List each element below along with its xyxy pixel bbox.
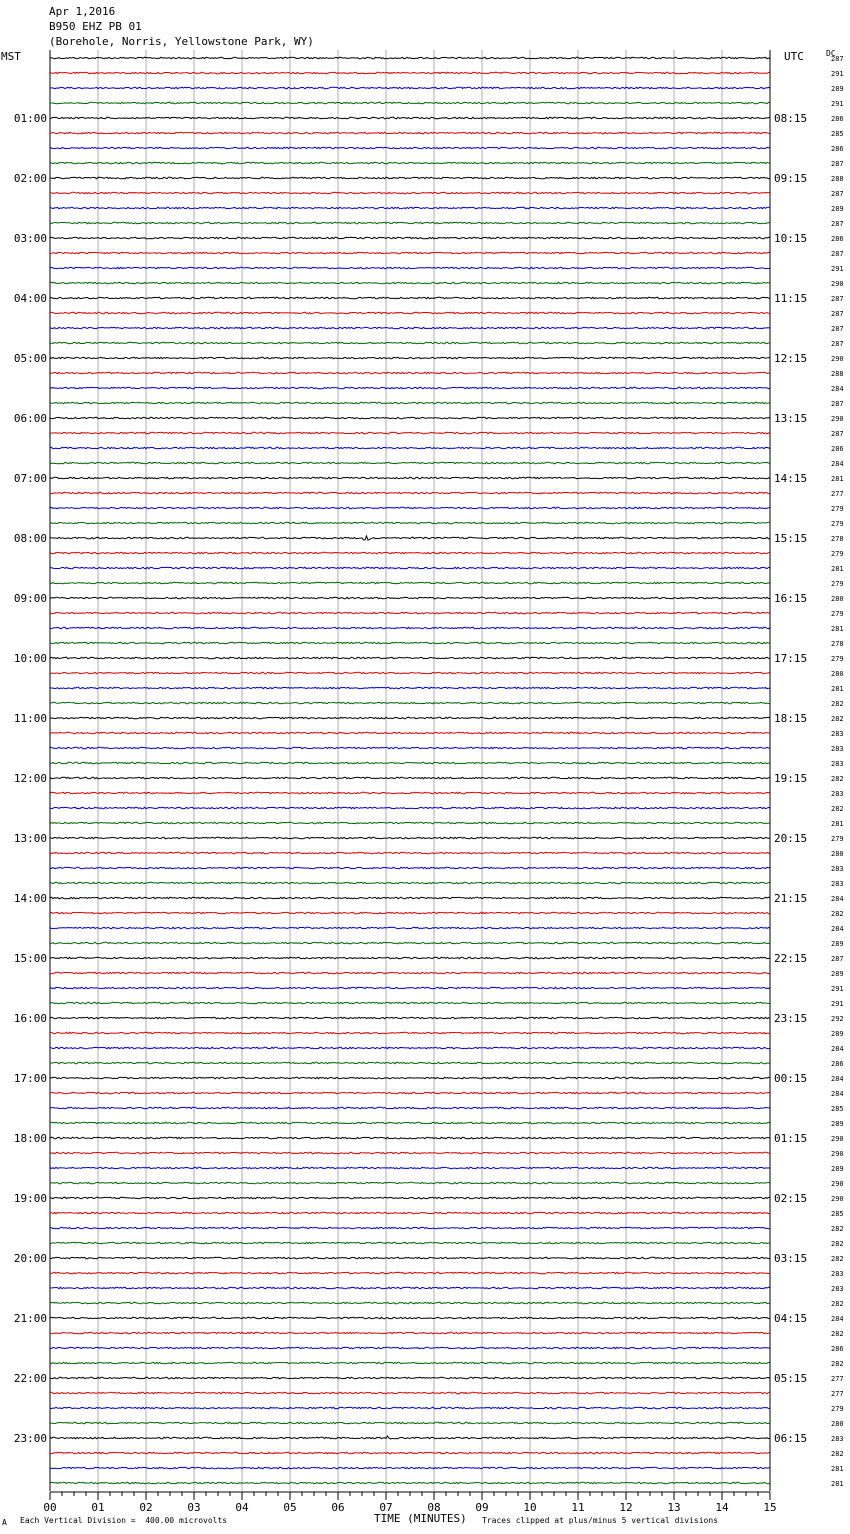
seismic-trace (50, 402, 770, 404)
dc-offset-value: 290 (831, 355, 844, 363)
dc-offset-value: 282 (831, 1240, 844, 1248)
dc-offset-value: 284 (831, 925, 844, 933)
left-hour-label: 08:00 (13, 532, 47, 545)
dc-offset-value: 281 (831, 1480, 844, 1488)
right-hour-label: 08:15 (774, 112, 808, 125)
right-hour-label: 14:15 (774, 472, 808, 485)
left-hour-label: 05:00 (13, 352, 47, 365)
seismic-trace (50, 942, 770, 944)
date-label: Apr 1,2016 (49, 5, 116, 18)
right-hour-label: 11:15 (774, 292, 808, 305)
seismic-trace (50, 522, 770, 524)
dc-offset-value: 287 (831, 325, 844, 333)
dc-offset-value: 290 (831, 1180, 844, 1188)
right-hour-label: 23:15 (774, 1012, 808, 1025)
dc-offset-value: 286 (831, 1060, 844, 1068)
seismic-trace (50, 852, 770, 854)
seismic-trace (50, 672, 770, 674)
seismic-trace (50, 627, 770, 629)
dc-offset-value: 291 (831, 1000, 844, 1008)
dc-offset-value: 284 (831, 385, 844, 393)
dc-offset-value: 281 (831, 820, 844, 828)
right-hour-label: 16:15 (774, 592, 808, 605)
clip-note: Traces clipped at plus/minus 5 vertical divisions (482, 1516, 719, 1525)
seismic-trace (50, 1407, 770, 1409)
seismic-trace (50, 1197, 770, 1199)
seismic-trace (50, 792, 770, 794)
right-hour-label: 19:15 (774, 772, 808, 785)
dc-offset-value: 287 (831, 220, 844, 228)
dc-offset-value: 277 (831, 490, 844, 498)
right-hour-label: 13:15 (774, 412, 808, 425)
dc-offset-value: 287 (831, 190, 844, 198)
seismic-trace (50, 1092, 770, 1094)
seismic-trace (50, 72, 770, 74)
seismic-trace (50, 732, 770, 734)
left-hour-label: 19:00 (13, 1192, 47, 1205)
dc-offset-value: 280 (831, 595, 844, 603)
left-hour-label: 11:00 (13, 712, 47, 725)
dc-offset-value: 287 (831, 310, 844, 318)
dc-offset-value: 280 (831, 670, 844, 678)
seismic-trace (50, 687, 770, 689)
seismic-trace (50, 417, 770, 419)
dc-offset-value: 285 (831, 1105, 844, 1113)
seismic-trace (50, 1032, 770, 1034)
seismic-trace (50, 462, 770, 464)
left-timezone-label: MST (1, 50, 21, 63)
seismic-trace (50, 327, 770, 329)
x-tick-label: 14 (715, 1501, 729, 1514)
right-hour-label: 12:15 (774, 352, 808, 365)
dc-offset-value: 284 (831, 1045, 844, 1053)
dc-offset-value: 282 (831, 775, 844, 783)
dc-offset-value: 283 (831, 790, 844, 798)
dc-offset-value: 289 (831, 1030, 844, 1038)
dc-offset-value: 287 (831, 160, 844, 168)
dc-offset-value: 287 (831, 340, 844, 348)
dc-offset-value: 282 (831, 1255, 844, 1263)
left-hour-label: 10:00 (13, 652, 47, 665)
dc-offset-value: 279 (831, 835, 844, 843)
dc-offset-value: 279 (831, 505, 844, 513)
left-hour-label: 04:00 (13, 292, 47, 305)
dc-offset-value: 287 (831, 295, 844, 303)
dc-offset-value: 281 (831, 565, 844, 573)
seismic-trace (50, 1122, 770, 1124)
seismic-trace (50, 1047, 770, 1049)
dc-offset-value: 283 (831, 865, 844, 873)
dc-offset-value: 291 (831, 70, 844, 78)
dc-offset-value: 289 (831, 970, 844, 978)
dc-offset-value: 281 (831, 685, 844, 693)
seismic-trace (50, 1422, 770, 1424)
left-hour-label: 09:00 (13, 592, 47, 605)
dc-offset-value: 287 (831, 430, 844, 438)
x-tick-label: 15 (763, 1501, 777, 1514)
dc-offset-value: 282 (831, 700, 844, 708)
seismic-trace (50, 357, 770, 359)
seismic-trace (50, 477, 770, 479)
seismic-trace (50, 897, 770, 899)
right-hour-label: 09:15 (774, 172, 808, 185)
right-hour-label: 21:15 (774, 892, 808, 905)
x-tick-label: 13 (667, 1501, 681, 1514)
seismic-trace (50, 1257, 770, 1259)
seismic-trace (50, 1227, 770, 1229)
seismic-trace (50, 207, 770, 209)
seismic-trace (50, 1377, 770, 1379)
seismic-trace (50, 927, 770, 929)
x-tick-label: 02 (139, 1501, 153, 1514)
x-tick-label: 07 (379, 1501, 393, 1514)
seismic-trace (50, 1002, 770, 1004)
dc-offset-value: 279 (831, 550, 844, 558)
left-hour-label: 20:00 (13, 1252, 47, 1265)
dc-offset-value: 287 (831, 955, 844, 963)
x-tick-label: 03 (187, 1501, 201, 1514)
right-hour-label: 03:15 (774, 1252, 808, 1265)
dc-offset-value: 284 (831, 1090, 844, 1098)
seismic-trace (50, 972, 770, 974)
dc-offset-value: 279 (831, 520, 844, 528)
seismic-trace (50, 162, 770, 164)
seismic-trace (50, 102, 770, 104)
left-hour-label: 07:00 (13, 472, 47, 485)
seismic-trace (50, 867, 770, 869)
dc-offset-value: 286 (831, 145, 844, 153)
seismic-trace (50, 1452, 770, 1454)
dc-offset-value: 281 (831, 625, 844, 633)
location-label: (Borehole, Norris, Yellowstone Park, WY) (49, 35, 314, 48)
dc-offset-value: 279 (831, 655, 844, 663)
seismic-trace (50, 57, 770, 59)
right-hour-label: 18:15 (774, 712, 808, 725)
dc-offset-value: 291 (831, 265, 844, 273)
dc-offset-value: 286 (831, 445, 844, 453)
seismic-trace (50, 1482, 770, 1484)
dc-offset-value: 285 (831, 130, 844, 138)
time-axis (43, 1492, 776, 1514)
x-tick-label: 06 (331, 1501, 345, 1514)
seismic-trace (50, 1017, 770, 1019)
seismic-trace (50, 1137, 770, 1139)
seismic-trace (50, 87, 770, 89)
dc-offset-value: 289 (831, 205, 844, 213)
seismic-trace (50, 222, 770, 224)
left-hour-label: 14:00 (13, 892, 47, 905)
seismic-trace (50, 1272, 770, 1274)
seismic-trace (50, 1077, 770, 1079)
right-hour-label: 02:15 (774, 1192, 808, 1205)
x-tick-label: 11 (571, 1501, 585, 1514)
dc-column-label: DC (826, 49, 836, 58)
seismic-trace (50, 507, 770, 509)
corner-mark: A (2, 1518, 7, 1527)
seismic-trace (50, 987, 770, 989)
dc-offset-value: 284 (831, 895, 844, 903)
x-tick-label: 10 (523, 1501, 537, 1514)
left-hour-label: 03:00 (13, 232, 47, 245)
seismic-trace (50, 1392, 770, 1394)
left-hour-label: 18:00 (13, 1132, 47, 1145)
dc-offset-value: 284 (831, 1315, 844, 1323)
left-hour-label: 06:00 (13, 412, 47, 425)
dc-offset-value: 278 (831, 535, 844, 543)
dc-offset-value: 279 (831, 1405, 844, 1413)
x-tick-label: 00 (43, 1501, 57, 1514)
right-timezone-label: UTC (784, 50, 804, 63)
seismic-trace (50, 807, 770, 809)
seismic-trace (50, 1152, 770, 1154)
left-hour-label: 23:00 (13, 1432, 47, 1445)
dc-offset-value: 290 (831, 1150, 844, 1158)
seismic-trace (50, 567, 770, 569)
seismic-trace (50, 1242, 770, 1244)
x-tick-label: 08 (427, 1501, 441, 1514)
left-hour-label: 17:00 (13, 1072, 47, 1085)
dc-offset-value: 282 (831, 1300, 844, 1308)
x-tick-label: 01 (91, 1501, 105, 1514)
x-tick-label: 04 (235, 1501, 249, 1514)
dc-offset-value: 277 (831, 1375, 844, 1383)
seismic-trace (50, 282, 770, 284)
dc-offset-value: 283 (831, 1285, 844, 1293)
dc-offset-value: 282 (831, 1360, 844, 1368)
dc-offset-value: 287 (831, 400, 844, 408)
seismic-trace (50, 177, 770, 179)
x-tick-label: 09 (475, 1501, 489, 1514)
dc-offset-value: 280 (831, 850, 844, 858)
seismic-trace (50, 536, 770, 540)
seismic-trace (50, 237, 770, 239)
dc-offset-value: 277 (831, 1390, 844, 1398)
seismic-trace (50, 1107, 770, 1109)
dc-offset-value: 290 (831, 1135, 844, 1143)
seismic-trace (50, 252, 770, 254)
dc-offset-value: 280 (831, 1420, 844, 1428)
dc-offset-value: 292 (831, 1015, 844, 1023)
dc-offset-value: 288 (831, 370, 844, 378)
left-hour-label: 02:00 (13, 172, 47, 185)
seismic-trace (50, 1362, 770, 1364)
seismic-trace (50, 1182, 770, 1184)
seismic-trace (50, 642, 770, 644)
seismic-trace (50, 312, 770, 314)
dc-offset-value: 284 (831, 460, 844, 468)
seismic-trace (50, 267, 770, 269)
seismic-trace (50, 777, 770, 779)
dc-offset-value: 282 (831, 805, 844, 813)
seismic-trace (50, 1212, 770, 1214)
seismic-trace (50, 117, 770, 119)
seismic-trace (50, 387, 770, 389)
dc-offset-value: 290 (831, 280, 844, 288)
dc-offset-value: 289 (831, 1165, 844, 1173)
dc-offset-value: 290 (831, 1195, 844, 1203)
seismic-trace (50, 822, 770, 824)
seismic-trace (50, 1302, 770, 1304)
right-hour-label: 06:15 (774, 1432, 808, 1445)
seismic-trace (50, 912, 770, 914)
seismic-trace (50, 837, 770, 839)
seismic-trace (50, 1287, 770, 1289)
dc-offset-value: 281 (831, 1465, 844, 1473)
seismic-trace (50, 657, 770, 659)
dc-offset-value: 282 (831, 910, 844, 918)
dc-offset-value: 283 (831, 1270, 844, 1278)
left-hour-label: 12:00 (13, 772, 47, 785)
x-tick-label: 12 (619, 1501, 633, 1514)
dc-offset-value: 283 (831, 760, 844, 768)
dc-offset-value: 283 (831, 745, 844, 753)
seismic-trace (50, 702, 770, 704)
seismic-trace (50, 582, 770, 584)
seismic-trace (50, 1467, 770, 1469)
x-axis-label: TIME (MINUTES) (374, 1512, 467, 1525)
station-label: B950 EHZ PB 01 (49, 20, 142, 33)
dc-offset-value: 279 (831, 610, 844, 618)
left-hour-label: 01:00 (13, 112, 47, 125)
left-hour-label: 22:00 (13, 1372, 47, 1385)
seismic-trace (50, 717, 770, 719)
seismic-trace (50, 1436, 770, 1439)
dc-offset-value: 286 (831, 115, 844, 123)
left-hour-label: 16:00 (13, 1012, 47, 1025)
dc-offset-value: 284 (831, 1075, 844, 1083)
dc-offset-value: 286 (831, 1345, 844, 1353)
dc-offset-value: 285 (831, 1210, 844, 1218)
seismic-trace (50, 882, 770, 884)
dc-offset-value: 278 (831, 640, 844, 648)
right-hour-label: 00:15 (774, 1072, 808, 1085)
dc-offset-value: 289 (831, 940, 844, 948)
seismic-trace (50, 492, 770, 494)
dc-offset-value: 283 (831, 880, 844, 888)
seismic-trace (50, 762, 770, 764)
seismic-trace (50, 1062, 770, 1064)
dc-offset-value: 279 (831, 580, 844, 588)
seismic-trace (50, 297, 770, 299)
right-hour-label: 04:15 (774, 1312, 808, 1325)
seismic-trace (50, 552, 770, 554)
scale-note: Each Vertical Division = 400.00 microvolts (20, 1516, 228, 1525)
dc-offset-value: 290 (831, 415, 844, 423)
right-hour-label: 20:15 (774, 832, 808, 845)
seismic-trace (50, 1317, 770, 1319)
dc-offset-value: 289 (831, 85, 844, 93)
seismic-trace (50, 147, 770, 149)
seismic-trace (50, 432, 770, 434)
dc-offset-value: 282 (831, 1450, 844, 1458)
seismic-trace (50, 597, 770, 599)
dc-offset-value: 283 (831, 1435, 844, 1443)
right-hour-label: 10:15 (774, 232, 808, 245)
dc-offset-value: 287 (831, 55, 844, 63)
seismic-trace (50, 747, 770, 749)
dc-offset-value: 291 (831, 100, 844, 108)
right-hour-label: 17:15 (774, 652, 808, 665)
seismic-trace (50, 342, 770, 344)
dc-offset-value: 287 (831, 250, 844, 258)
seismic-trace (50, 612, 770, 614)
dc-offset-value: 283 (831, 730, 844, 738)
seismic-traces (50, 57, 770, 1484)
dc-offset-value: 282 (831, 1225, 844, 1233)
dc-offset-value: 282 (831, 1330, 844, 1338)
dc-offset-value: 282 (831, 715, 844, 723)
seismic-trace (50, 1167, 770, 1169)
left-hour-label: 13:00 (13, 832, 47, 845)
right-hour-label: 15:15 (774, 532, 808, 545)
seismic-trace (50, 957, 770, 959)
seismic-trace (50, 447, 770, 449)
dc-offset-value: 281 (831, 475, 844, 483)
dc-offset-value: 288 (831, 175, 844, 183)
right-hour-label: 22:15 (774, 952, 808, 965)
right-hour-label: 01:15 (774, 1132, 808, 1145)
seismic-trace (50, 1347, 770, 1349)
minute-gridlines (50, 50, 770, 1491)
right-hour-label: 05:15 (774, 1372, 808, 1385)
dc-offset-value: 291 (831, 985, 844, 993)
seismic-trace (50, 1332, 770, 1334)
left-hour-label: 21:00 (13, 1312, 47, 1325)
seismic-trace (50, 372, 770, 374)
seismic-trace (50, 192, 770, 194)
x-tick-label: 05 (283, 1501, 297, 1514)
left-hour-label: 15:00 (13, 952, 47, 965)
dc-offset-value: 289 (831, 1120, 844, 1128)
seismic-trace (50, 132, 770, 134)
dc-offset-value: 286 (831, 235, 844, 243)
